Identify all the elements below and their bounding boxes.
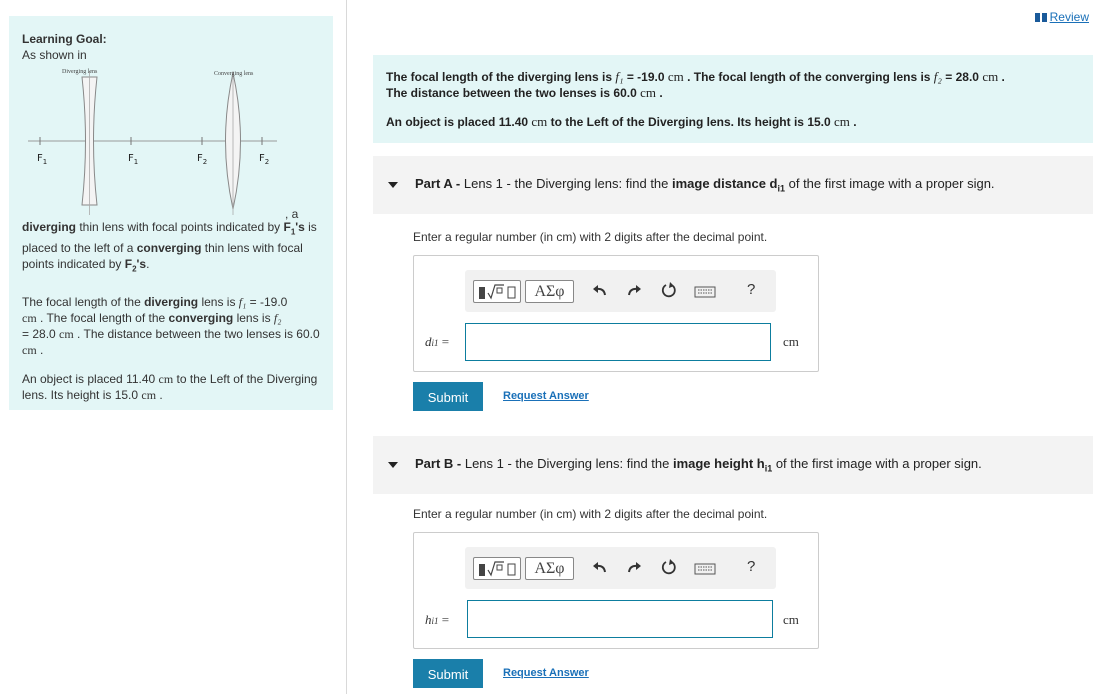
- templates-icon: [474, 558, 520, 579]
- lens-description: diverging thin lens with focal points indicated by $F_1's$ is placed to the left of a converging thin lens with focal points indicated by $F_2's$.: [22, 220, 317, 274]
- object-paragraph: An object is placed 11.40 cm to the Left of the Diverging lens. Its height is 15.0 cm .: [22, 371, 318, 402]
- keyboard-icon[interactable]: [694, 557, 716, 579]
- distance-line: The distance between the two lenses is 60.0 cm .: [386, 85, 663, 100]
- part-b-instruction: Enter a regular number (in cm) with 2 digits after the decimal point.: [413, 507, 768, 521]
- part-b-submit-button[interactable]: Submit: [413, 659, 483, 688]
- figure-trailing-text: , a: [285, 207, 299, 221]
- learning-goal-heading: Learning Goal:: [22, 32, 107, 46]
- part-b-answer-box: [413, 532, 819, 649]
- collapse-arrow-icon[interactable]: [388, 182, 398, 188]
- templates-button[interactable]: [473, 280, 521, 303]
- converging-lens-caption: Converging lens: [214, 71, 254, 77]
- part-a-answer-input[interactable]: [465, 323, 771, 361]
- part-a-header[interactable]: [373, 156, 1093, 214]
- review-book-icon: [1035, 13, 1047, 22]
- part-b-request-answer-link[interactable]: Request Answer: [503, 667, 589, 679]
- math-toolbar: [465, 547, 776, 589]
- part-b-variable-label: hi1 =: [425, 612, 450, 627]
- help-icon[interactable]: ?: [747, 558, 756, 575]
- lens-diagram-svg: [22, 63, 292, 223]
- greek-symbols-button[interactable]: ΑΣφ: [525, 280, 574, 303]
- focal-lengths-line: The focal length of the diverging lens is f₁ = -19.0 cm . The focal length of the converging lens is f₂ = 28.0 cm .: [386, 69, 1005, 84]
- math-toolbar: [465, 270, 776, 312]
- greek-symbols-button[interactable]: ΑΣφ: [525, 557, 574, 580]
- object-line: An object is placed 11.40 cm to the Left of the Diverging lens. Its height is 15.0 cm .: [386, 114, 857, 129]
- collapse-arrow-icon[interactable]: [388, 462, 398, 468]
- part-a-submit-button[interactable]: Submit: [413, 382, 483, 411]
- reset-icon[interactable]: [658, 557, 680, 579]
- part-a-variable-label: di1 =: [425, 334, 450, 349]
- focal-label-f2-right: $F_2$: [259, 153, 270, 166]
- undo-icon[interactable]: [589, 557, 611, 579]
- panel-divider: [346, 0, 347, 694]
- learning-goal-panel: [9, 16, 333, 410]
- learning-goal-intro: As shown in: [22, 48, 87, 62]
- focal-length-paragraph: The focal length of the diverging lens is f₁ = -19.0 cm . The focal length of the converging lens is f₂ = 28.0 cm . The distance between the two lenses is 60.0 cm .: [22, 294, 320, 357]
- part-b-unit: cm: [783, 612, 799, 627]
- undo-icon[interactable]: [589, 280, 611, 302]
- part-b-header[interactable]: [373, 436, 1093, 494]
- problem-statement: [373, 55, 1093, 143]
- focal-label-f1-left: $F_1$: [37, 153, 48, 166]
- part-a-request-answer-link[interactable]: Request Answer: [503, 390, 589, 402]
- part-b-title: Part B - Lens 1 - the Diverging lens: find the image height $h_{i1}$ of the first image with a proper sign.: [415, 456, 982, 474]
- templates-button[interactable]: [473, 557, 521, 580]
- part-a-title: Part A - Lens 1 - the Diverging lens: find the image distance $d_{i1}$ of the first image with a proper sign.: [415, 176, 995, 194]
- redo-icon[interactable]: [623, 557, 645, 579]
- reset-icon[interactable]: [658, 280, 680, 302]
- diverging-lens-caption: Diverging lens: [62, 69, 98, 75]
- keyboard-icon[interactable]: [694, 280, 716, 302]
- review-link[interactable]: Review: [1035, 10, 1089, 24]
- part-b-answer-input[interactable]: [467, 600, 773, 638]
- focal-label-f2-left: $F_2$: [197, 153, 208, 166]
- focal-label-f1-right: $F_1$: [128, 153, 139, 166]
- part-a-instruction: Enter a regular number (in cm) with 2 digits after the decimal point.: [413, 230, 768, 244]
- help-icon[interactable]: ?: [747, 281, 756, 298]
- lens-diagram: [22, 63, 292, 223]
- part-a-unit: cm: [783, 334, 799, 349]
- part-a-answer-box: [413, 255, 819, 372]
- redo-icon[interactable]: [623, 280, 645, 302]
- templates-icon: [474, 281, 520, 302]
